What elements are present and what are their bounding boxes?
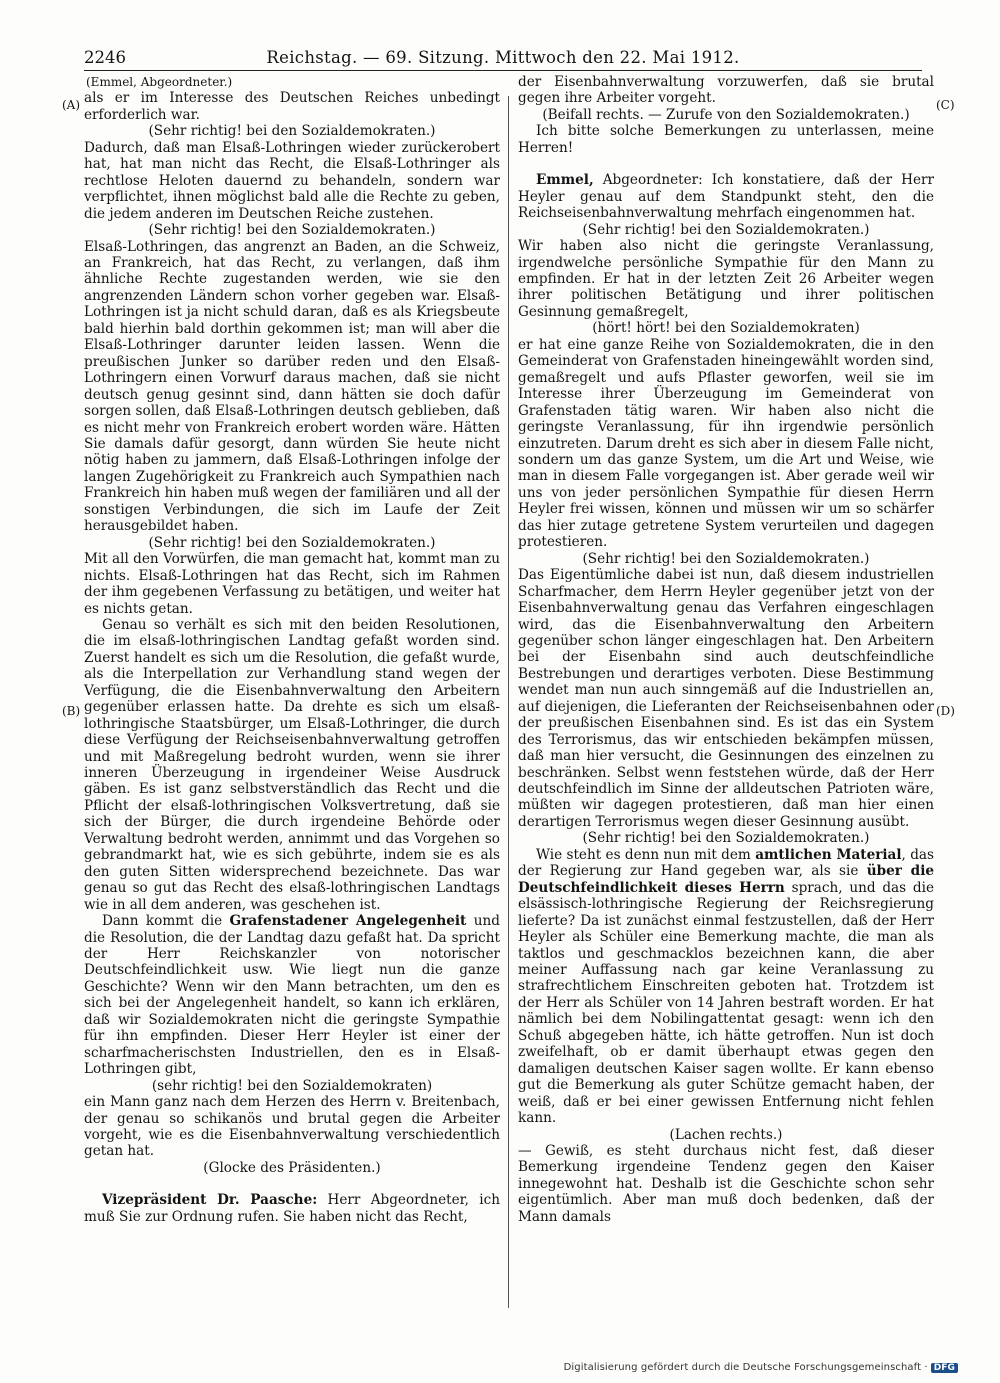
speaker-tag: (Emmel, Abgeordneter.) (86, 75, 233, 89)
interjection: (Sehr richtig! bei den Sozialdemokraten.) (148, 534, 436, 551)
interjection: (Lachen rechts.) (669, 1126, 783, 1143)
paragraph: Das Eigentümliche dabei ist nun, daß diesem industriellen Scharfmacher, dem Herrn Heyler gegenüber jetzt von der Eisenbahnverwaltung genau das Verfahren eingeschlagen wird, das die Eisenbahnverwaltung den Arbeitern gegenüber schon länger eingeschlagen hat. Den Arbeitern bei der Eisenbahn sind auch deutschfeindliche Bestrebungen und derartiges verboten. Diese Bestimmung wendet man nun auch sinngemäß auf die Industriellen an, auf diejenigen, die Lieferanten der Reichseisenbahnen oder der preußischen Eisenbahnen sind. Es ist das ein System des Terrorismus, das wir entschieden bekämpfen müssen, daß man hier versucht, die Gesinnungen des einzelnen zu beschränken. Selbst wenn feststehen würde, daß der Herr deutschfeindlich im Sinne der alldeutschen Patrioten wäre, müßten wir dagegen protestieren, daß man hier einen derartigen Terrorismus wegen dieser Gesinnung ausübt. (518, 567, 934, 830)
interjection: (Sehr richtig! bei den Sozialdemokraten.) (582, 830, 870, 847)
paragraph: er hat eine ganze Reihe von Sozialdemokraten, die in den Gemeinderat von Grafenstaden hineingewählt worden sind, gemaßregelt und aufs Pflaster geworfen, weil sie im Interesse ihrer Überzeugung im Gemeinderat von Grafenstaden tätig waren. Wir haben also nicht die geringste Veranlassung, für ihn irgendwie persönlich einzutreten. Darum dreht es sich aber in diesem Falle nicht, sondern um das ganze System, um die Art und Weise, wie man in diesem Falle vorgegangen ist. Aber gerade weil wir uns von jeder persönlichen Sympathie für diesen Herrn Heyler frei wissen, können und müssen wir um so schärfer das hier zutage getretene System verurteilen und dagegen protestieren. (518, 336, 934, 551)
emphasized-text: amtlichen Material (755, 846, 902, 863)
paragraph: der Eisenbahnverwaltung vorzuwerfen, daß sie brutal gegen ihre Arbeiter vorgeht. (518, 74, 934, 107)
margin-marker-c: (C) (936, 98, 955, 112)
paragraph: Ich bitte solche Bemerkungen zu unterlassen, meine Herren! (518, 123, 934, 156)
interjection: (Sehr richtig! bei den Sozialdemokraten.) (582, 550, 870, 567)
emphasized-text: über die Deutschfeindlichkeit dieses Herrn (518, 863, 935, 896)
speech-text: Abgeordneter: Ich konstatiere, daß der Herr Heyler genau auf dem Standpunkt steht, den die Reichseisenbahnverwaltung mehrfach eingenommen hat. (518, 172, 934, 222)
speech-text: Herr Abgeordneter, ich muß Sie zur Ordnung rufen. Sie haben nicht das Recht, (84, 1192, 500, 1225)
interjection: (Beifall rechts. — Zurufe von den Sozialdemokraten.) (542, 106, 910, 123)
running-head: Reichstag. — 69. Sitzung. Mittwoch den 22. Mai 1912. (266, 48, 740, 67)
left-column (84, 74, 500, 1225)
speaker-name: Emmel, (536, 172, 594, 189)
interjection: (Sehr richtig! bei den Sozialdemokraten.) (582, 221, 870, 238)
paragraph-rest: und die Resolution, die der Landtag dazu gefaßt hat. Da spricht der Herr Reichskanzler von notorischer Deutschfeindlichkeit usw. Wie liegt nun die ganze Geschichte? Wenn wir den Mann betrachten, um den es sich bei der Angelegenheit handelt, so kann ich erklären, daß wir Sozialdemokraten nicht die geringste Sympathie für ihn empfinden. Dieser Herr Heyler ist einer der scharfmacherischsten Industriellen, den es in Elsaß-Lothringen gibt, (84, 913, 500, 1078)
paragraph-rest: sprach, und das die elsässisch-lothringische Regierung der Reichsregierung lieferte? Da ist zunächst einmal festzustellen, daß der Herr Heyler als Schüler eine Bemerkung machte, die man als taktlos und geschmacklos bezeichnen kann, die aber meiner Auffassung nach gar keine Veranlassung zu strafrechtlichem Einschreiten geboten hat. Trotzdem ist der Herr als Schüler von 14 Jahren bestraft worden. Er hat nämlich bei dem Nobilingattentat gesagt: wenn ich den Schuß abgegeben hätte, ich hätte getroffen. Nun ist doch zweifelhaft, ob er damit überhaupt etwas gegen den damaligen deutschen Kaiser sagen wollte. Er kann ebenso gut die Bemerkung als guter Schütze gemacht haben, der weiß, daß er bei einer gewissen Entfernung nicht fehlen kann. (518, 879, 935, 1127)
margin-marker-b: (B) (62, 704, 81, 718)
speech-paragraph (84, 1192, 500, 1225)
paragraph: Dadurch, daß man Elsaß-Lothringen wieder zurückerobert hat, hat man nicht das Recht, die Elsaß-Lothringer als rechtlose Heloten dauernd zu behandeln, sondern war verpflichtet, ihnen möglichst bald alle die Rechte zu geben, die jedem anderen im Deutschen Reiche zustehen. (84, 139, 500, 222)
right-column (518, 74, 934, 1225)
funding-text: Digitalisierung gefördert durch die Deutsche Forschungsgemeinschaft · (563, 1362, 928, 1373)
speaker-name: Vizepräsident Dr. Paasche: (102, 1192, 318, 1209)
interjection: (Sehr richtig! bei den Sozialdemokraten.) (148, 123, 436, 140)
page-number: 2246 (84, 48, 126, 67)
paragraph: — Gewiß, es steht durchaus nicht fest, daß dieser Bemerkung irgendeine Tendenz gegen den Kaiser innegewohnt hat. Deshalb ist die Geschichte schon sehr eigentümlich. Aber man muß doch bedenken, daß der Mann damals (518, 1143, 934, 1225)
paragraph-text: , das der Regierung zur Hand gegeben war, als sie (518, 846, 934, 880)
interjection: (Sehr richtig! bei den Sozialdemokraten.) (148, 222, 436, 239)
paragraph-lead: Dann kommt die (102, 913, 230, 930)
paragraph: ein Mann ganz nach dem Herzen des Herrn v. Breitenbach, der genau so schikanös und brutal gegen die Arbeiter vorgeht, wie es die Eisenbahnverwaltung verschiedentlich getan hat. (84, 1094, 500, 1160)
paragraph: Elsaß-Lothringen, das angrenzt an Baden, an die Schweiz, an Frankreich, hat das Recht, zu verlangen, daß ihm ähnliche Rechte zugestanden werden, wie sie den angrenzenden Ländern schon vorher gegeben war. Elsaß-Lothringen ist ja nicht schuld daran, daß es als Kriegsbeute bald hierhin bald dorthin gekommen ist; man will aber die Elsaß-Lothringer darunter leiden lassen. Wenn die preußischen Junker so darüber reden und den Elsaß-Lothringern einen Vorwurf daraus machen, daß sie nicht deutsch genug gesinnt sind, dann hätten sie doch dafür sorgen sollen, daß Elsaß-Lothringen deutsch geblieben, daß es nicht mehr von Frankreich erobert worden wäre. Hätten Sie damals dafür gesorgt, dann würden Sie heute nicht nötig haben zu jammern, daß Elsaß-Lothringen infolge der langen Zugehörigkeit zu Frankreich auch Sympathien nach Frankreich hin haben muß wegen der familiären und all der sonstigen Verbindungen, die sich im Laufe der Zeit herausgebildet haben. (84, 238, 500, 535)
margin-marker-a: (A) (62, 98, 81, 112)
interjection: (sehr richtig! bei den Sozialdemokraten) (151, 1077, 433, 1094)
interjection: (Glocke des Präsidenten.) (203, 1159, 381, 1176)
speech-paragraph (518, 172, 934, 221)
paragraph (84, 913, 500, 1078)
dfg-logo: DFG (931, 1363, 958, 1373)
emphasized-text: Grafenstadener Angelegenheit (229, 913, 467, 930)
paragraph-lead: Wie steht es denn nun mit dem (536, 846, 756, 863)
margin-marker-d: (D) (936, 704, 955, 718)
paragraph: Genau so verhält es sich mit den beiden Resolutionen, die im elsaß-lothringischen Landtag gefaßt worden sind. Zuerst handelt es sich um die Resolution, die gefaßt wurde, als die Interpellation zur Verhandlung stand wegen der Verfügung, die die Eisenbahnverwaltung den Arbeitern gegenüber erlassen hatte. Da drehte es sich um elsaß-lothringische Staatsbürger, um Elsaß-Lothringer, die durch diese Verfügung der Reichseisenbahnverwaltung getroffen und mit Maßregelung bedroht wurden, wenn sie ihrer inneren Überzeugung in irgendeiner Weise Ausdruck gäben. Es ist ganz selbstverständlich das Recht und die Pflicht der elsaß-lothringischen Volksvertretung, daß sie sich der Bürger, die durch irgendeine Behörde oder Verwaltung bedroht werden, annimmt und das Vorgehen so gebrandmarkt hat, wie es sich gebührte, indem sie es als den guten Sitten widersprechend bezeichnete. Das war genau so gut das Recht des elsaß-lothringischen Landtags wie in all dem anderen, was geschehen ist. (84, 616, 500, 913)
column-divider (508, 96, 509, 1308)
interjection: (hört! hört! bei den Sozialdemokraten) (592, 320, 860, 337)
page-header (84, 44, 922, 71)
paragraph: Mit all den Vorwürfen, die man gemacht hat, kommt man zu nichts. Elsaß-Lothringen hat das Recht, sich im Rahmen der ihm gegebenen Verfassung zu betätigen, und weiter hat es nichts getan. (84, 551, 500, 617)
paragraph: Wir haben also nicht die geringste Veranlassung, irgendwelche persönliche Sympathie für den Mann zu empfinden. Er hat in der letzten Zeit 26 Arbeiter wegen ihrer politischen Betätigung und ihrer politischen Gesinnung gemaßregelt, (518, 238, 934, 320)
paragraph: als er im Interesse des Deutschen Reiches unbedingt erforderlich war. (84, 90, 500, 123)
paragraph (518, 847, 934, 1127)
funding-note (564, 1362, 958, 1373)
